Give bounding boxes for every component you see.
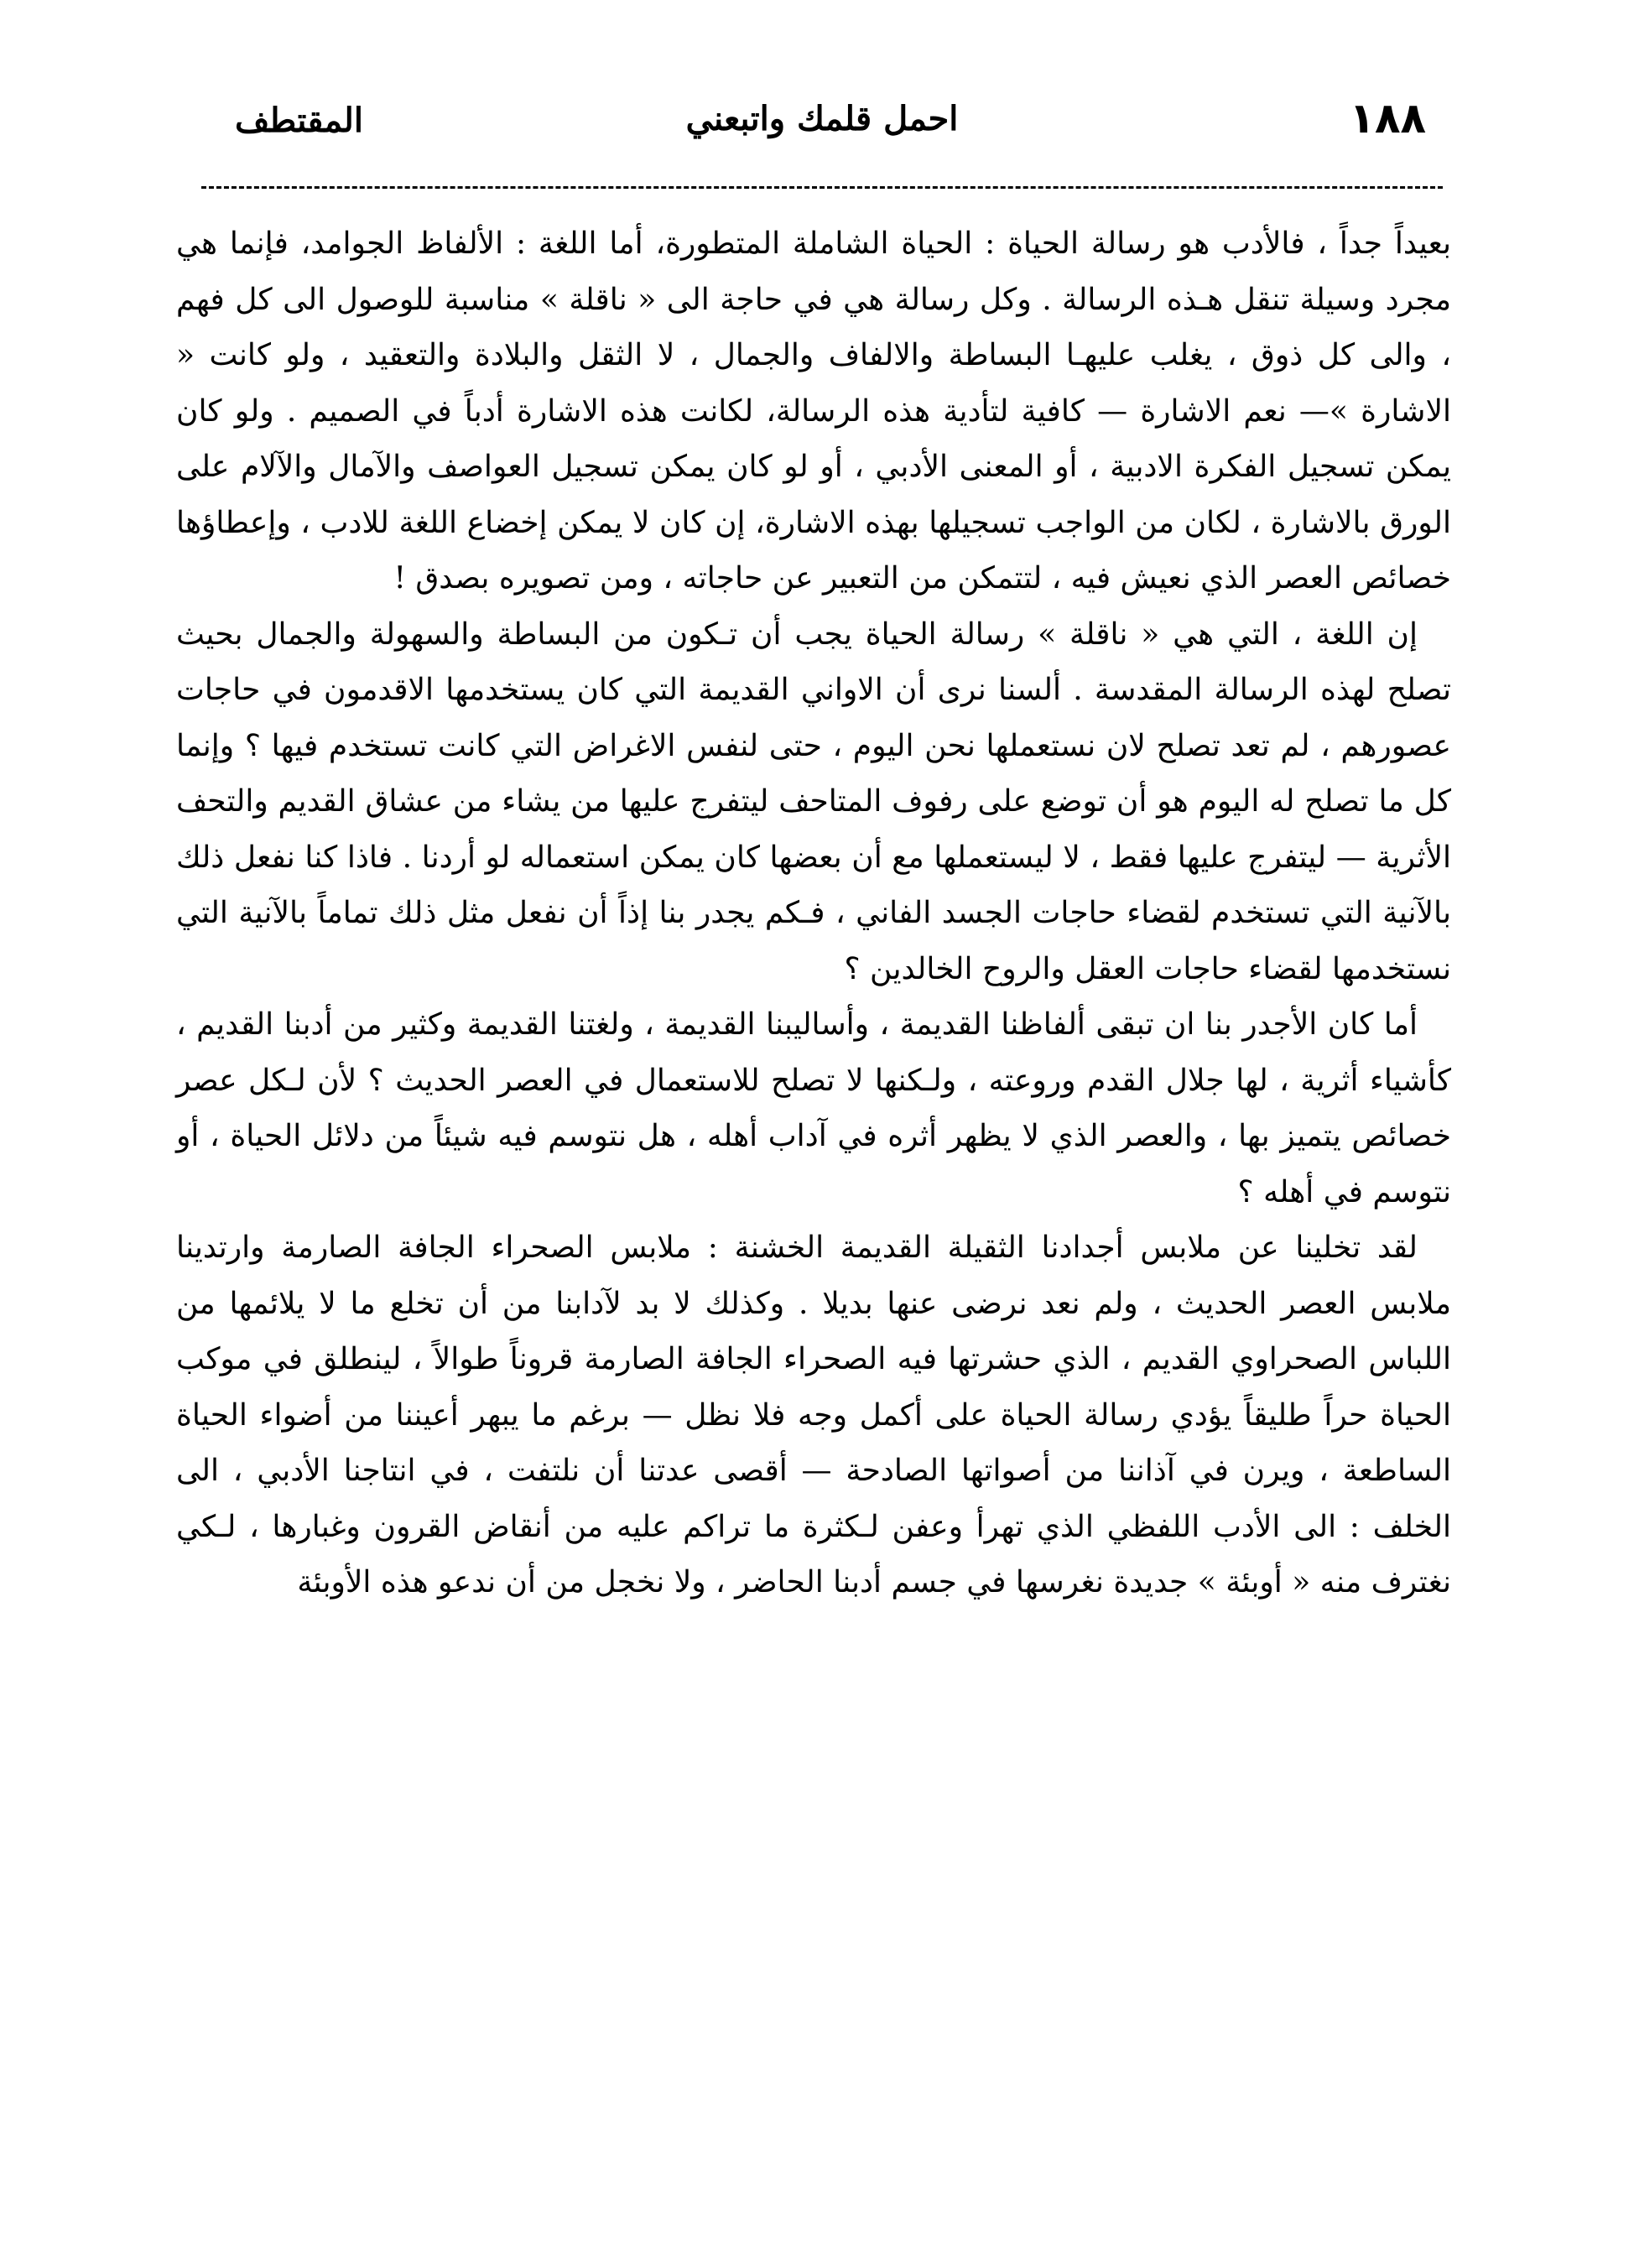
paragraph-3: أما كان الأجدر بنا ان تبقى ألفاظنا القديمة ، وأساليبنا القديمة ، ولغتنا القديمة وكثير من أدبنا القديم ، كأشياء أثرية ، لها جلال القدم وروعته ، ولـكنها لا تصلح للاستعمال في العصر الحديث ؟ لأن لـكل عصر خصائص يتميز بها ، والعصر الذي لا يظهر أثره في آداب أهله ، هل نتوسم فيه شيئاً من دلائل الحياة ، أو نتوسم في أهله ؟: [176, 1007, 1451, 1209]
paragraph-4: لقد تخلينا عن ملابس أجدادنا الثقيلة القديمة الخشنة : ملابس الصحراء الجافة الصارمة وارتدينا ملابس العصر الحديث ، ولم نعد نرضى عنها بديلا . وكذلك لا بد لآدابنا من أن تخلع ما لا يلائمها من اللباس الصحراوي القديم ، الذي حشرتها فيه الصحراء الجافة الصارمة قروناً طوالاً ، لينطلق في موكب الحياة حراً طليقاً يؤدي رسالة الحياة على أكمل وجه فلا نظل — برغم ما يبهر أعيننا من أضواء الحياة الساطعة ، ويرن في آذاننا من أصواتها الصادحة — أقصى عدتنا أن نلتفت ، في انتاجنا الأدبي ، الى الخلف : الى الأدب اللفظي الذي تهرأ وعفن لـكثرة ما تراكم عليه من أنقاض القرون وغبارها ، لـكي نغترف منه « أوبئة » جديدة نغرسها في جسم أدبنا الحاضر ، ولا نخجل من أن ندعو هذه الأوبئة: [176, 1230, 1451, 1600]
paragraph-1: بعيداً جداً ، فالأدب هو رسالة الحياة : الحياة الشاملة المتطورة، أما اللغة : الألفاظ الجوامد، فإنما هي مجرد وسيلة تنقل هـذه الرسالة . وكل رسالة هي في حاجة الى « ناقلة » مناسبة للوصول الى كل فهم ، والى كل ذوق ، يغلب عليهـا البساطة والالفاف والجمال ، لا الثقل والبلادة والتعقيد ، ولو كانت « الاشارة »— نعم الاشارة — كافية لتأدية هذه الرسالة، لكانت هذه الاشارة أدباً في الصميم . ولو كان يمكن تسجيل الفكرة الادبية ، أو المعنى الأدبي ، أو لو كان يمكن تسجيل العواصف والآمال والآلام على الورق بالاشارة ، لكان من الواجب تسجيلها بهذه الاشارة، إن كان لا يمكن إخضاع اللغة للادب ، وإعطاؤها خصائص العصر الذي نعيش فيه ، لتتمكن من التعبير عن حاجاته ، ومن تصويره بصدق !: [176, 226, 1452, 596]
running-title: احمل قلمك واتبعني: [685, 99, 959, 138]
article-body: [176, 216, 1451, 1611]
header-rule: [201, 186, 1443, 189]
journal-name: المقتطف: [235, 101, 363, 140]
paragraph-2: إن اللغة ، التي هي « ناقلة » رسالة الحياة يجب أن تـكون من البساطة والسهولة والجمال بحيث تصلح لهذه الرسالة المقدسة . ألسنا نرى أن الاواني القديمة التي كان يستخدمها الاقدمون في حاجات عصورهم ، لم تعد تصلح لان نستعملها نحن اليوم ، حتى لنفس الاغراض التي كانت تستخدم فيها ؟ وإنما كل ما تصلح له اليوم هو أن توضع على رفوف المتاحف ليتفرج عليها من يشاء من عشاق القديم والتحف الأثرية — ليتفرج عليها فقط ، لا ليستعملها مع أن بعضها كان يمكن استعماله لو أردنا . فاذا كنا نفعل ذلك بالآنية التي تستخدم لقضاء حاجات الجسد الفاني ، فـكم يجدر بنا إذاً أن نفعل مثل ذلك تماماً بالآنية التي نستخدمها لقضاء حاجات العقل والروح الخالدين ؟: [176, 616, 1452, 986]
page-header: [201, 94, 1443, 169]
page-number: ١٨٨: [1349, 94, 1426, 143]
